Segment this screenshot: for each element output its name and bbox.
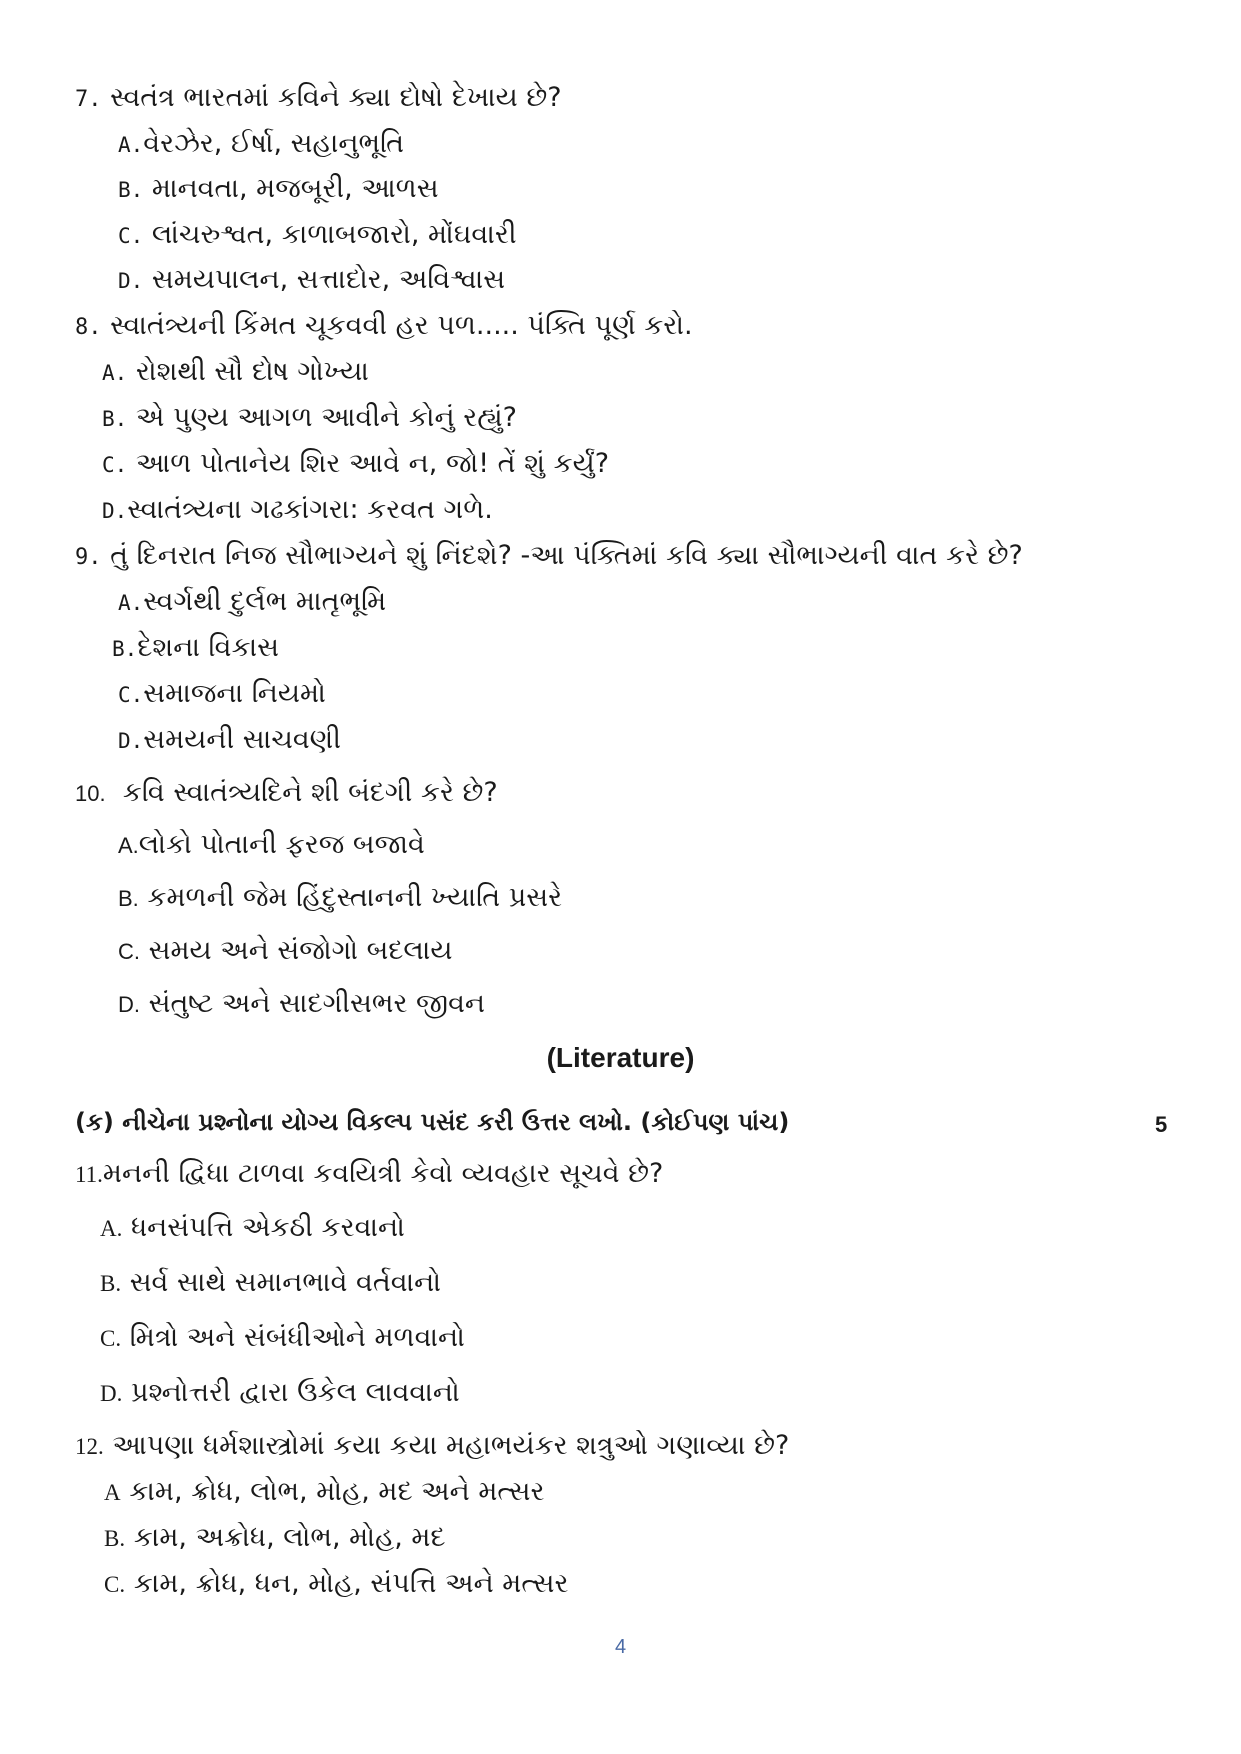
option-text: સ્વાતંત્ર્યના ગઢકાંગરા: કરવત ગળે. bbox=[127, 494, 493, 525]
option-8c bbox=[102, 450, 609, 477]
option-letter: C. bbox=[118, 224, 144, 248]
option-letter: B. bbox=[112, 637, 138, 661]
option-text: કામ, ક્રોધ, લોભ, મોહ, મદ અને મત્સર bbox=[129, 1476, 545, 1507]
option-letter: B. bbox=[118, 178, 144, 202]
question-text: સ્વતંત્ર ભારતમાં કવિને ક્યા દોષો દેખાય છે? bbox=[110, 82, 562, 113]
option-10a bbox=[118, 831, 425, 858]
question-7 bbox=[75, 84, 562, 111]
option-letter: D. bbox=[100, 1381, 123, 1406]
question-12 bbox=[75, 1432, 789, 1459]
question-text: મનની દ્વિધા ટાળવા કવયિત્રી કેવો વ્યવહાર સૂચવે છે? bbox=[102, 1158, 664, 1189]
question-10 bbox=[75, 779, 498, 806]
question-text: આપણા ધર્મશાસ્ત્રોમાં કયા કયા મહાભયંકર શત્રુઓ ગણાવ્યા છે? bbox=[112, 1430, 790, 1461]
option-letter: D. bbox=[102, 499, 128, 523]
option-letter: B. bbox=[104, 1526, 126, 1551]
option-letter: A bbox=[104, 1480, 121, 1505]
option-text: રોશથી સૌ દોષ ગોખ્યા bbox=[135, 356, 369, 387]
question-number: 9. bbox=[75, 545, 102, 570]
option-text: ધનસંપત્તિ એકઠી કરવાનો bbox=[130, 1212, 405, 1243]
option-10c bbox=[118, 937, 453, 964]
option-letter: D. bbox=[118, 729, 144, 753]
page-number: 4 bbox=[614, 1636, 627, 1658]
option-11b bbox=[100, 1269, 441, 1296]
option-text: મિત્રો અને સંબંધીઓને મળવાનો bbox=[129, 1322, 465, 1353]
question-number: 11. bbox=[75, 1162, 103, 1187]
option-letter: C. bbox=[102, 453, 128, 477]
question-number: 10. bbox=[75, 781, 106, 806]
option-text: આળ પોતાનેય શિર આવે ન, જો! તેં શું કર્યું? bbox=[135, 448, 610, 479]
option-letter: D. bbox=[118, 269, 144, 293]
question-number: 7. bbox=[75, 87, 102, 112]
option-11c bbox=[100, 1324, 465, 1351]
option-letter: A. bbox=[118, 591, 144, 615]
option-7d bbox=[118, 266, 505, 293]
option-letter: C. bbox=[118, 939, 140, 964]
option-letter: B. bbox=[102, 407, 128, 431]
option-7c bbox=[118, 221, 517, 248]
question-number: 8. bbox=[75, 315, 102, 340]
option-text: પ્રશ્નોત્તરી દ્વારા ઉકેલ લાવવાનો bbox=[130, 1377, 460, 1408]
option-text: કમળની જેમ હિંદુસ્તાનની ખ્યાતિ પ્રસરે bbox=[147, 882, 563, 913]
option-text: સમય અને સંજોગો બદલાય bbox=[148, 935, 453, 966]
question-8 bbox=[75, 312, 693, 339]
option-10d bbox=[118, 990, 485, 1017]
question-text: સ્વાતંત્ર્યની કિંમત ચૂકવવી હર પળ..... પંક્તિ પૂર્ણ કરો. bbox=[110, 310, 693, 341]
option-text: સમાજના નિયમો bbox=[143, 678, 326, 709]
option-12b bbox=[104, 1524, 446, 1551]
option-letter: A. bbox=[100, 1216, 123, 1241]
option-text: સમયની સાચવણી bbox=[143, 724, 341, 755]
option-letter: B. bbox=[100, 1271, 122, 1296]
option-9a bbox=[118, 588, 386, 615]
option-text: દેશના વિકાસ bbox=[137, 632, 279, 663]
section-instruction: (ક) નીચેના પ્રશ્નોના યોગ્ય વિકલ્પ પસંદ કરી ઉત્તર લખો. (કોઈપણ પાંચ) bbox=[75, 1108, 790, 1136]
option-text: લોકો પોતાની ફરજ બજાવે bbox=[138, 829, 425, 860]
question-text: કવિ સ્વાતંત્ર્યદિને શી બંદગી કરે છે? bbox=[122, 777, 498, 808]
option-text: એ પુણ્ય આગળ આવીને કોનું રહ્યું? bbox=[135, 402, 517, 433]
option-12c bbox=[104, 1570, 569, 1597]
option-letter: B. bbox=[118, 886, 139, 911]
option-text: સંતુષ્ટ અને સાદગીસભર જીવન bbox=[148, 988, 486, 1019]
option-8d bbox=[102, 496, 493, 523]
option-8b bbox=[102, 404, 517, 431]
section-marks: 5 bbox=[1155, 1112, 1168, 1137]
question-text: તું દિનરાત નિજ સૌભાગ્યને શું નિંદશે? -આ પંક્તિમાં કવિ ક્યા સૌભાગ્યની વાત કરે છે? bbox=[110, 540, 1023, 571]
option-letter: C. bbox=[100, 1326, 122, 1351]
option-text: કામ, ક્રોધ, ધન, મોહ, સંપત્તિ અને મત્સર bbox=[133, 1568, 569, 1599]
question-number: 12. bbox=[75, 1434, 104, 1459]
option-text: માનવતા, મજબૂરી, આળસ bbox=[151, 173, 439, 204]
option-7b bbox=[118, 175, 439, 202]
section-title: (Literature) bbox=[546, 1042, 695, 1073]
option-letter: A. bbox=[118, 833, 139, 858]
option-11d bbox=[100, 1379, 460, 1406]
option-text: સમયપાલન, સત્તાદોર, અવિશ્વાસ bbox=[151, 264, 506, 295]
option-text: સ્વર્ગથી દુર્લભ માતૃભૂમિ bbox=[143, 586, 387, 617]
option-letter: C. bbox=[104, 1572, 126, 1597]
option-text: કામ, અક્રોધ, લોભ, મોહ, મદ bbox=[133, 1522, 446, 1553]
option-text: લાંચરુશ્વત, કાળાબજારો, મોંઘવારી bbox=[151, 219, 517, 250]
option-text: સર્વ સાથે સમાનભાવે વર્તવાનો bbox=[129, 1267, 442, 1298]
option-text: વેરઝેર, ઈર્ષા, સહાનુભૂતિ bbox=[143, 128, 405, 159]
option-12a bbox=[104, 1478, 545, 1505]
question-9 bbox=[75, 542, 1023, 569]
option-letter: D. bbox=[118, 992, 140, 1017]
option-9c bbox=[118, 680, 326, 707]
option-letter: A. bbox=[102, 361, 128, 385]
option-11a bbox=[100, 1214, 405, 1241]
option-10b bbox=[118, 884, 562, 911]
option-9b bbox=[112, 634, 279, 661]
option-letter: C. bbox=[118, 683, 144, 707]
question-11 bbox=[75, 1160, 663, 1187]
option-9d bbox=[118, 726, 341, 753]
option-letter: A. bbox=[118, 133, 144, 157]
option-8a bbox=[102, 358, 369, 385]
option-7a bbox=[118, 130, 404, 157]
